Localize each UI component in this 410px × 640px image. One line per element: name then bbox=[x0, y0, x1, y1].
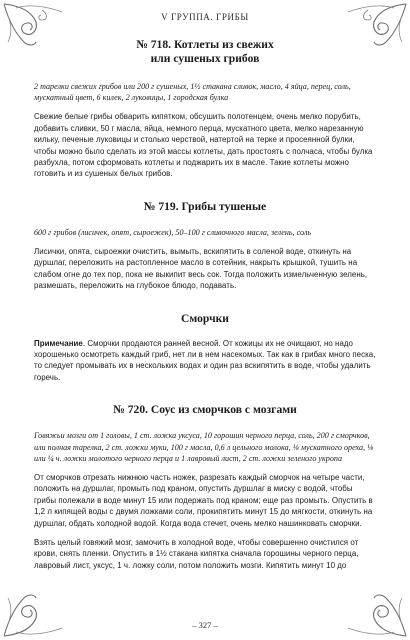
recipe-title: № 720. Соус из сморчков с мозгами bbox=[113, 403, 297, 417]
recipe-ingredients: 2 тарелки свежих грибов или 200 г сушеных, 1½ стакана сливок, масло, 4 яйца, перец, соль, мускатный цвет, 6 килек, 2 луковицы, 1 городская булка bbox=[34, 82, 351, 103]
note-text: . Сморчки продаются ранней весной. От кожицы их не очищают, но надо хорошенько осмотреть каждый гриб, нет ли в нем насекомых. Так как в грибах много песка, то следует промывать их в нескольких водах и один раз вскипятить в воде, чтобы удалить горечь. bbox=[34, 338, 376, 382]
recipe-text: Взять целый говяжий мозг, замочить в холодной воде, чтобы совершенно очистился от крови, снять пленки. Опустить в 1½ стакана кипятка сначала горошины черного перца, лавровый лист, уксус, 1 ч. ложку соли, потом положить мозги. Кипятить минут 10 до bbox=[34, 537, 359, 570]
recipe-ingredients: 600 г грибов (лисичек, опят, сыроежек), 50–100 г сливочного масла, зелень, соль bbox=[34, 227, 312, 237]
recipe-text: Свежие белые грибы обварить кипятком, обсушить полотенцем, очень мелко порубить, добавить сливки, 50 г масла, яйца, немного перца, мускатного цвета, мелко нарезанную кильку, печеные луковицы и столько черствой, натертой на терке и просеянной булки, чтобы можно было сделать из этой массы котлеты, дать простоять с полчаса, чтобы булка разбухла, потом сформовать котлеты и поджарить их в масле. Такие котлеты можно готовить и из сушеных белых грибов. bbox=[34, 112, 373, 179]
section-title: Сморчки bbox=[181, 311, 229, 325]
morels-section bbox=[34, 312, 376, 384]
corner-ornament-icon bbox=[2, 592, 66, 638]
corner-ornament-icon bbox=[344, 592, 408, 638]
recipe-718 bbox=[34, 38, 376, 180]
recipe-title-line: № 718. Котлеты из свежих bbox=[136, 38, 274, 51]
page-number: – 327 – bbox=[192, 620, 218, 630]
recipe-title: № 719. Грибы тушеные bbox=[143, 199, 267, 213]
recipe-title bbox=[34, 38, 376, 66]
recipe-text: Лисички, опята, сыроежки очистить, вымыть, вскипятить в соленой воде, откинуть на дуршлаг, переложить на растопленное масло в сотейник, накрыть крышкой, тушить на слабом огне до тех пор, пока не выкипит весь сок. Тогда положить измельченную зелень, размешать, переложить на глубокое блюдо, подавать. bbox=[34, 247, 368, 291]
recipe-719 bbox=[34, 200, 376, 292]
note-paragraph bbox=[34, 338, 376, 384]
note-label: Примечание bbox=[34, 338, 83, 348]
recipe-title-line: или сушеных грибов bbox=[150, 52, 260, 65]
recipe-text: От сморчков отрезать нижнюю часть ножек, разрезать каждый сморчок на четыре части, положить на дуршлаг, промыть под краном, опустить дуршлаг в миску с водой, чтобы грибы полежали в воде минут 15 или подержать под краном; еще раз промыть. Опустить в 1,2 л кипящей воды с двумя ложками соли, прокипятить минут 15 до мягкости, откинуть на дуршлаг, обдать холодной водой. Когда вода стечет, очень мелко нашинковать сморчки. bbox=[34, 472, 373, 528]
running-head: V ГРУППА. ГРИБЫ bbox=[161, 12, 249, 22]
recipe-ingredients: Говяжьи мозги от 1 головы, 1 ст. ложка уксуса, 10 горошин черного перца, соль, 200 г сморчков, или полная тарелка, 2 ст. ложки муки, 100 г масла, 0,6 л цельного молока, ⅛ мускатного ореха, ⅛ или ¼ ч. ложки молотого черного перца и 1 лавровый лист, 2 ст. ложки зеленого укропа bbox=[34, 431, 374, 463]
recipe-720 bbox=[34, 403, 376, 571]
page-content bbox=[34, 38, 376, 571]
